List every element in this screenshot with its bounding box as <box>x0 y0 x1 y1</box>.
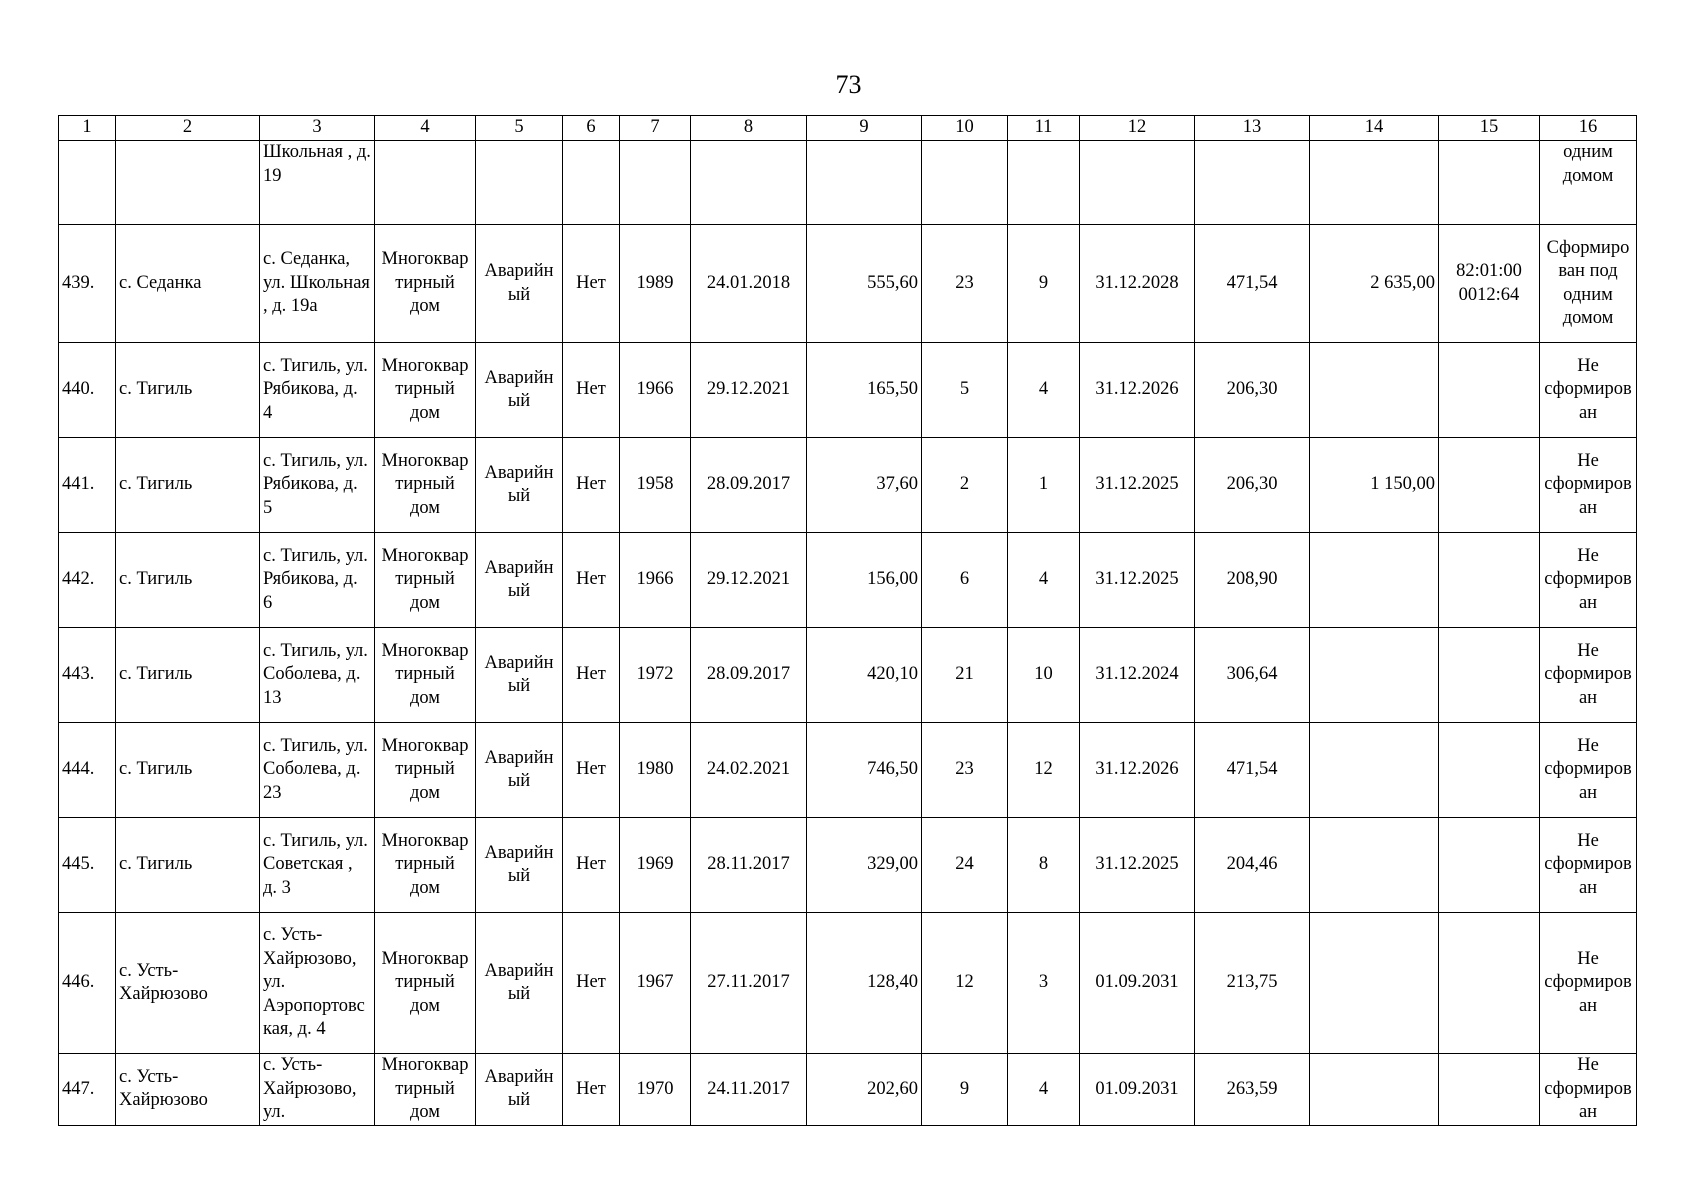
status-cell: Не сформирован <box>1540 1054 1637 1126</box>
table-row <box>59 343 1637 438</box>
status-cell: Не сформирован <box>1540 438 1637 533</box>
status-cell: Не сформирован <box>1540 628 1637 723</box>
table-row <box>59 438 1637 533</box>
empty-cell <box>476 141 563 225</box>
address-cell: с. Тигиль, ул. Рябикова, д. 6 <box>260 533 375 628</box>
flag-cell: Нет <box>563 225 620 343</box>
residents-cell: 23 <box>922 225 1008 343</box>
column-header: 9 <box>807 116 922 141</box>
year-cell: 1989 <box>620 225 691 343</box>
deadline-cell: 31.12.2025 <box>1080 438 1195 533</box>
units-cell: 12 <box>1008 723 1080 818</box>
area-cell: 165,50 <box>807 343 922 438</box>
total-cell <box>1310 818 1439 913</box>
empty-cell <box>116 141 260 225</box>
column-header: 1 <box>59 116 116 141</box>
date-cell: 24.01.2018 <box>691 225 807 343</box>
address-cell: Школьная , д. 19 <box>260 141 375 225</box>
condition-cell: Аварийный <box>476 913 563 1054</box>
table-row <box>59 1054 1637 1126</box>
row-number: 444. <box>59 723 116 818</box>
page-number: 73 <box>835 70 862 99</box>
status-cell: Не сформирован <box>1540 343 1637 438</box>
building-type-cell: Многоквартирный дом <box>375 438 476 533</box>
address-cell: с. Тигиль, ул. Рябикова, д. 5 <box>260 438 375 533</box>
table-row <box>59 533 1637 628</box>
building-type-cell: Многоквартирный дом <box>375 628 476 723</box>
row-number: 446. <box>59 913 116 1054</box>
building-type-cell: Многоквартирный дом <box>375 343 476 438</box>
row-number: 447. <box>59 1054 116 1126</box>
cost-cell: 471,54 <box>1195 723 1310 818</box>
locality-cell: с. Тигиль <box>116 723 260 818</box>
deadline-cell: 31.12.2025 <box>1080 533 1195 628</box>
units-cell: 10 <box>1008 628 1080 723</box>
year-cell: 1969 <box>620 818 691 913</box>
units-cell: 1 <box>1008 438 1080 533</box>
column-header: 6 <box>563 116 620 141</box>
total-cell <box>1310 1054 1439 1126</box>
year-cell: 1980 <box>620 723 691 818</box>
date-cell: 29.12.2021 <box>691 343 807 438</box>
units-cell: 3 <box>1008 913 1080 1054</box>
total-cell <box>1310 628 1439 723</box>
area-cell: 746,50 <box>807 723 922 818</box>
total-cell <box>1310 533 1439 628</box>
column-header: 12 <box>1080 116 1195 141</box>
empty-cell <box>1310 141 1439 225</box>
building-type-cell: Многоквартирный дом <box>375 533 476 628</box>
total-cell: 1 150,00 <box>1310 438 1439 533</box>
table-row <box>59 913 1637 1054</box>
date-cell: 24.11.2017 <box>691 1054 807 1126</box>
address-cell: с. Тигиль, ул. Соболева, д. 13 <box>260 628 375 723</box>
empty-cell <box>1439 141 1540 225</box>
status-cell: Не сформирован <box>1540 533 1637 628</box>
address-cell: с. Усть-Хайрюзово, ул. <box>260 1054 375 1126</box>
cost-cell: 206,30 <box>1195 438 1310 533</box>
continuation-row <box>59 141 1637 225</box>
empty-cell <box>691 141 807 225</box>
area-cell: 128,40 <box>807 913 922 1054</box>
condition-cell: Аварийный <box>476 628 563 723</box>
cadastral-cell <box>1439 438 1540 533</box>
column-header: 16 <box>1540 116 1637 141</box>
cadastral-cell <box>1439 343 1540 438</box>
flag-cell: Нет <box>563 913 620 1054</box>
units-cell: 9 <box>1008 225 1080 343</box>
row-number: 445. <box>59 818 116 913</box>
cadastral-cell <box>1439 818 1540 913</box>
locality-cell: с. Усть-Хайрюзово <box>116 913 260 1054</box>
address-cell: с. Тигиль, ул. Рябикова, д. 4 <box>260 343 375 438</box>
table-row <box>59 225 1637 343</box>
column-header: 13 <box>1195 116 1310 141</box>
empty-cell <box>1195 141 1310 225</box>
date-cell: 27.11.2017 <box>691 913 807 1054</box>
table-row <box>59 818 1637 913</box>
year-cell: 1967 <box>620 913 691 1054</box>
locality-cell: с. Седанка <box>116 225 260 343</box>
empty-cell <box>922 141 1008 225</box>
row-number: 443. <box>59 628 116 723</box>
year-cell: 1958 <box>620 438 691 533</box>
cadastral-cell <box>1439 1054 1540 1126</box>
year-cell: 1966 <box>620 533 691 628</box>
cost-cell: 471,54 <box>1195 225 1310 343</box>
deadline-cell: 31.12.2024 <box>1080 628 1195 723</box>
deadline-cell: 01.09.2031 <box>1080 913 1195 1054</box>
column-header: 5 <box>476 116 563 141</box>
cost-cell: 306,64 <box>1195 628 1310 723</box>
year-cell: 1966 <box>620 343 691 438</box>
empty-cell <box>563 141 620 225</box>
date-cell: 28.11.2017 <box>691 818 807 913</box>
table-row <box>59 628 1637 723</box>
condition-cell: Аварийный <box>476 225 563 343</box>
address-cell: с. Седанка, ул. Школьная , д. 19а <box>260 225 375 343</box>
units-cell: 4 <box>1008 533 1080 628</box>
condition-cell: Аварийный <box>476 343 563 438</box>
flag-cell: Нет <box>563 438 620 533</box>
empty-cell <box>1008 141 1080 225</box>
table-row <box>59 723 1637 818</box>
residents-cell: 24 <box>922 818 1008 913</box>
empty-cell <box>375 141 476 225</box>
flag-cell: Нет <box>563 343 620 438</box>
deadline-cell: 31.12.2026 <box>1080 343 1195 438</box>
total-cell <box>1310 913 1439 1054</box>
area-cell: 37,60 <box>807 438 922 533</box>
locality-cell: с. Тигиль <box>116 818 260 913</box>
cadastral-cell: 82:01:00 0012:64 <box>1439 225 1540 343</box>
empty-cell <box>807 141 922 225</box>
address-cell: с. Тигиль, ул. Советская , д. 3 <box>260 818 375 913</box>
residents-cell: 12 <box>922 913 1008 1054</box>
date-cell: 28.09.2017 <box>691 438 807 533</box>
address-cell: с. Усть-Хайрюзово, ул. Аэропортовская, д. 4 <box>260 913 375 1054</box>
column-header: 8 <box>691 116 807 141</box>
cost-cell: 263,59 <box>1195 1054 1310 1126</box>
residents-cell: 6 <box>922 533 1008 628</box>
cadastral-cell <box>1439 533 1540 628</box>
status-cell: Не сформирован <box>1540 818 1637 913</box>
cadastral-cell <box>1439 723 1540 818</box>
units-cell: 4 <box>1008 343 1080 438</box>
area-cell: 555,60 <box>807 225 922 343</box>
column-header: 4 <box>375 116 476 141</box>
cadastral-cell <box>1439 913 1540 1054</box>
area-cell: 202,60 <box>807 1054 922 1126</box>
column-header: 10 <box>922 116 1008 141</box>
column-header: 14 <box>1310 116 1439 141</box>
cost-cell: 204,46 <box>1195 818 1310 913</box>
cost-cell: 208,90 <box>1195 533 1310 628</box>
condition-cell: Аварийный <box>476 723 563 818</box>
area-cell: 329,00 <box>807 818 922 913</box>
row-number: 440. <box>59 343 116 438</box>
column-header: 2 <box>116 116 260 141</box>
locality-cell: с. Тигиль <box>116 438 260 533</box>
residents-cell: 21 <box>922 628 1008 723</box>
locality-cell: с. Тигиль <box>116 628 260 723</box>
area-cell: 156,00 <box>807 533 922 628</box>
flag-cell: Нет <box>563 628 620 723</box>
locality-cell: с. Тигиль <box>116 533 260 628</box>
cost-cell: 213,75 <box>1195 913 1310 1054</box>
deadline-cell: 31.12.2028 <box>1080 225 1195 343</box>
housing-registry-table <box>58 115 1637 1126</box>
column-header: 15 <box>1439 116 1540 141</box>
address-cell: с. Тигиль, ул. Соболева, д. 23 <box>260 723 375 818</box>
flag-cell: Нет <box>563 533 620 628</box>
deadline-cell: 31.12.2025 <box>1080 818 1195 913</box>
empty-cell <box>1080 141 1195 225</box>
condition-cell: Аварийный <box>476 818 563 913</box>
total-cell <box>1310 723 1439 818</box>
deadline-cell: 31.12.2026 <box>1080 723 1195 818</box>
building-type-cell: Многоквартирный дом <box>375 818 476 913</box>
flag-cell: Нет <box>563 723 620 818</box>
units-cell: 8 <box>1008 818 1080 913</box>
residents-cell: 23 <box>922 723 1008 818</box>
status-cell: одним домом <box>1540 141 1637 225</box>
status-cell: Сформирован под одним домом <box>1540 225 1637 343</box>
building-type-cell: Многоквартирный дом <box>375 913 476 1054</box>
column-number-row <box>59 116 1637 141</box>
year-cell: 1972 <box>620 628 691 723</box>
empty-cell <box>620 141 691 225</box>
year-cell: 1970 <box>620 1054 691 1126</box>
flag-cell: Нет <box>563 818 620 913</box>
cadastral-cell <box>1439 628 1540 723</box>
residents-cell: 9 <box>922 1054 1008 1126</box>
row-number: 439. <box>59 225 116 343</box>
column-header: 7 <box>620 116 691 141</box>
residents-cell: 5 <box>922 343 1008 438</box>
date-cell: 29.12.2021 <box>691 533 807 628</box>
condition-cell: Аварийный <box>476 1054 563 1126</box>
condition-cell: Аварийный <box>476 438 563 533</box>
row-number: 441. <box>59 438 116 533</box>
status-cell: Не сформирован <box>1540 723 1637 818</box>
date-cell: 28.09.2017 <box>691 628 807 723</box>
flag-cell: Нет <box>563 1054 620 1126</box>
total-cell <box>1310 343 1439 438</box>
cost-cell: 206,30 <box>1195 343 1310 438</box>
building-type-cell: Многоквартирный дом <box>375 723 476 818</box>
row-number: 442. <box>59 533 116 628</box>
column-header: 3 <box>260 116 375 141</box>
building-type-cell: Многоквартирный дом <box>375 225 476 343</box>
empty-cell <box>59 141 116 225</box>
locality-cell: с. Тигиль <box>116 343 260 438</box>
date-cell: 24.02.2021 <box>691 723 807 818</box>
locality-cell: с. Усть-Хайрюзово <box>116 1054 260 1126</box>
area-cell: 420,10 <box>807 628 922 723</box>
building-type-cell: Многоквартирный дом <box>375 1054 476 1126</box>
residents-cell: 2 <box>922 438 1008 533</box>
total-cell: 2 635,00 <box>1310 225 1439 343</box>
deadline-cell: 01.09.2031 <box>1080 1054 1195 1126</box>
column-header: 11 <box>1008 116 1080 141</box>
units-cell: 4 <box>1008 1054 1080 1126</box>
condition-cell: Аварийный <box>476 533 563 628</box>
status-cell: Не сформирован <box>1540 913 1637 1054</box>
